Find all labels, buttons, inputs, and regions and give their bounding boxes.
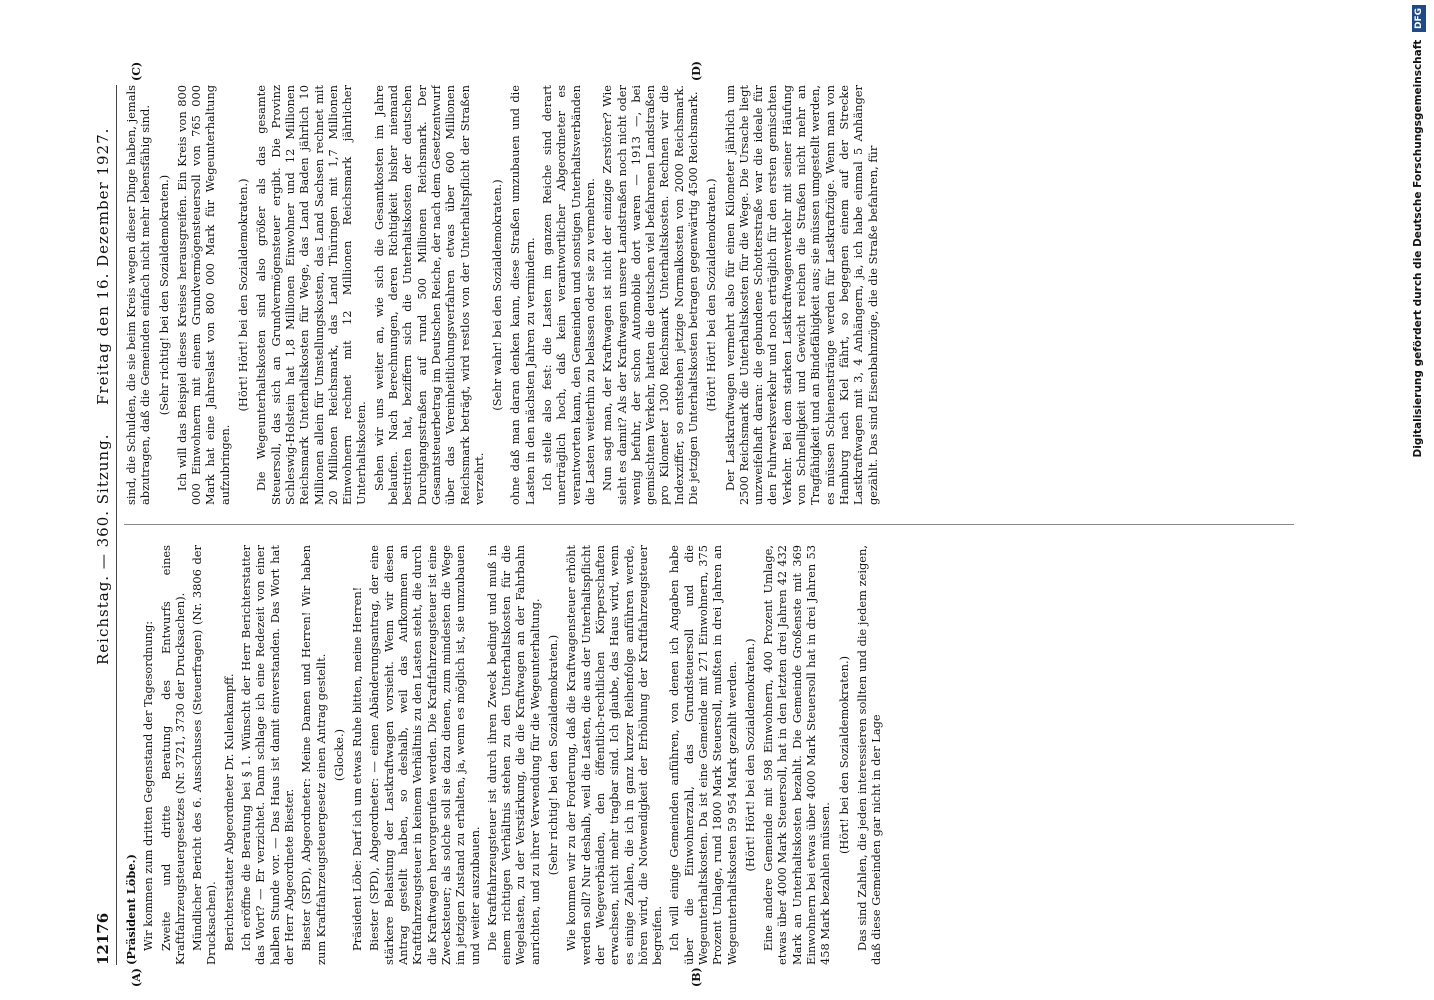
margin-marker-d: (D) [690, 61, 703, 81]
stamp-text: Digitalisierung gefördert durch die Deutsche Forschungsgemeinschaft [1412, 39, 1424, 458]
right-paragraph: Ich will das Beispiel dieses Kreises herausgreifen. Ein Kreis von 800 000 Einwohnern mit einem Grundvermögensteuersoll von 765 000 Mark hat eine Jahreslast von 800 000 Mark für Wegeunterhaltung aufzubringen. [174, 85, 232, 505]
right-interjection: (Hört! Hört! bei den Sozialdemokraten.) [236, 178, 251, 412]
right-paragraph: sind, die Schulden, die sie beim Kreis wegen dieser Dinge haben, jemals abzutragen, daß die Gemeinden einfach nicht mehr lebensfähig sind. [124, 85, 153, 505]
left-paragraph: Die Kraftfahrzeugsteuer ist durch ihren Zweck bedingt und muß in einem richtigen Verhältnis stehen zu den Unterhaltskosten für die Wegelasten, zu der Verstärkung, die die Kraftwagen an der Fahrbahn anrichten, und zu ihrer Verwendung für die Wegeunterhaltung. [484, 545, 542, 965]
left-paragraph: Wir kommen zum dritten Gegenstand der Tagesordnung: [141, 620, 156, 951]
left-interjection: (Hört! Hört! bei den Sozialdemokraten.) [742, 638, 757, 872]
right-interjection: (Sehr richtig! bei den Sozialdemokraten.) [156, 174, 171, 416]
left-paragraph: Mündlicher Bericht des 6. Ausschusses (Steuerfragen) (Nr. 3806 der Drucksachen). [190, 545, 219, 965]
right-column [124, 85, 1304, 505]
right-paragraph: Nun sagt man, der Kraftwagen ist nicht der einzige Zerstörer? Wie sieht es damit? Als der Kraftwagen unsere Landstraßen noch nicht oder wenig befuhr, der schon Automobile dort waren — 1913 —, bei gemischtem Verkehr, hatten die deutschen viel befahrenen Landstraßen pro Kilometer 1300 Reichsmark Unterhaltskosten. Rechnen wir die Indexziffer, so entstehen jetzige Normalkosten von 2000 Reichsmark. Die jetzigen Unterhaltskosten betragen gegenwärtig 4500 Reichsmark. [600, 85, 700, 505]
dfg-logo: DFG [1412, 5, 1426, 32]
margin-marker-c: (C) [130, 61, 143, 81]
margin-marker-b: (B) [690, 967, 703, 987]
left-paragraph: Eine andere Gemeinde mit 598 Einwohnern, 400 Prozent Umlage, etwas über 4000 Mark Steuersoll, hat in den letzten drei Jahren 42 432 Mark an Unterhaltskosten bezahlt. Die Gemeinde Großenste mit 369 Einwohnern bei etwas über 4000 Mark Steuersoll hat in drei Jahren 53 458 Mark bezahlen müssen. [761, 545, 833, 965]
left-paragraph: Ich eröffne die Beratung bei § 1. Wünscht der Herr Berichterstatter das Wort? — Er verzichtet. Dann schlage ich eine Redezeit von einer halben Stunde vor. — Das Haus ist damit einverstanden. Das Wort hat der Herr Abgeordnete Biester. [239, 545, 296, 965]
column-separator [124, 524, 1294, 525]
header-rule [116, 85, 117, 965]
left-paragraph: Das sind Zahlen, die jeden interessieren sollten und die jedem zeigen, daß diese Gemeinden gar nicht in der Lage [854, 545, 884, 965]
header-session: Reichstag. — 360. Sitzung. [94, 433, 112, 665]
header-date: Freitag den 16. Dezember 1927. [94, 127, 112, 405]
left-paragraph: Ich will einige Gemeinden anführen, von denen ich Angaben habe über die Einwohnerzahl, das Grundsteuersoll und die Wegeunterhaltskosten. Da ist eine Gemeinde mit 271 Einwohnern, 375 Prozent Umlage, rund 1800 Mark Steuersoll, mußten in drei Jahren an Wegeunterhaltskosten 59 954 Mark gezahlt werden. [667, 545, 739, 965]
digitization-stamp [1408, 5, 1428, 995]
right-paragraph: Sehen wir uns weiter an, wie sich die Gesamtkosten im Jahre belaufen. Nach Berechnungen, deren Richtigkeit bisher niemand bestritten hat, beziffern sich die Unterhaltskosten der deutschen Durchgangsstraßen auf rund 500 Millionen Reichsmark. Der Gesamtsteuerbetrag im Deutschen Reiche, der nach dem Gesetzentwurf über das Vereinheitlichungsverfahren etwas über 600 Millionen Reichsmark beträgt, wird restlos von der Unterhaltspflicht der Straßen verzehrt. [371, 85, 486, 505]
left-paragraph: (Präsident Löbe.) [124, 854, 138, 965]
right-paragraph: Der Lastkraftwagen vermehrt also für einen Kilometer jährlich um 2500 Reichsmark die Unterhaltskosten für die Wege. Die Ursache liegt unzweifelhaft daran: die gebundene Schotterstraße war die ideale für den Fuhrwerksverkehr und noch erträglich für den ersten gemischten Verkehr. Bei dem starken Lastkraftwagenverkehr mit seiner Häufung von Schnelligkeit und Gewicht reichen die Straßen nicht mehr an Tragfähigkeit und an Bindefähigkeit aus; sie müssen umgestellt werden, es müssen Schienenstränge werden für Lastkraftzüge. Wenn man von Hamburg nach Kiel fährt, so begegnen einem auf der Strecke Lastkraftwagen mit 3, 4 Anhängern, ja, ich habe einmal 5 Anhänger gezählt. Das sind Eisenbahnzüge, die die Straße befahren, für [722, 85, 880, 505]
right-paragraph: ohne daß man daran denken kann, diese Straßen umzubauen und die Lasten in den nächsten Jahren zu vermindern. [508, 85, 537, 505]
right-interjection: (Hört! Hört! bei den Sozialdemokraten.) [704, 178, 719, 412]
left-interjection: (Glocke.) [331, 728, 346, 782]
left-paragraph: Biester (SPD), Abgeordneter: Meine Damen und Herren! Wir haben zum Kraftfahrzeugsteuergesetz einen Antrag gestellt. [299, 545, 328, 965]
right-paragraph: Ich stelle also fest: die Lasten im ganzen Reiche sind derart unerträglich hoch, daß kein verantwortlicher Abgeordneter es verantworten kann, den Gemeinden und sonstigen Unterhaltsverbänden die Lasten weiterhin zu belassen oder sie zu vermehren. [540, 85, 597, 505]
left-column [124, 545, 1304, 965]
page-number: 12176 [94, 912, 112, 965]
left-interjection: (Hört! bei den Sozialdemokraten.) [836, 655, 851, 855]
left-paragraph: Berichterstatter Abgeordneter Dr. Kulenkampff. [221, 673, 236, 951]
right-interjection: (Sehr wahr! bei den Sozialdemokraten.) [490, 179, 505, 411]
right-paragraph: Die Wegeunterhaltskosten sind also größer als das gesamte Steuersoll, das sich an Grundvermögensteuer ergibt. Die Provinz Schleswig-Holstein hat 1,8 Millionen Einwohner und 12 Millionen Reichsmark Unterhaltskosten für Wege, das Land Baden jährlich 10 Millionen allein für Umstellungskosten, das Land Sachsen rechnet mit 20 Millionen Reichsmark, das Land Thüringen mit 1,7 Millionen Einwohnern rechnet mit 12 Millionen Reichsmark jährlicher Unterhaltskosten. [254, 85, 369, 505]
left-interjection: (Sehr richtig! bei den Sozialdemokraten.) [546, 634, 561, 876]
rotated-page [90, 61, 1320, 987]
left-paragraph: Zweite und dritte Beratung des Entwurfs eines Kraftfahrzeugsteuergesetzes (Nr. 3721, 3730 der Drucksachen). [158, 545, 187, 965]
margin-marker-a: (A) [130, 968, 143, 987]
left-paragraph: Präsident Löbe: Darf ich um etwas Ruhe bitten, meine Herren! [350, 586, 365, 951]
left-paragraph: Wie kommen wir zu der Forderung, daß die Kraftwagensteuer erhöht werden soll? Nur deshalb, weil die Lasten, die aus der Unterhaltspflicht der Wegeverbänden, den öffentlich-rechtlichen Körperschaften erwachsen, nicht mehr tragbar sind. Ich glaube, das Haus wird, wenn es einige Zahlen, die ich in ganz kurzer Reihenfolge anführen werde, hören wird, die Notwendigkeit der Erhöhung der Kraftfahrzeugsteuer begreifen. [564, 545, 665, 965]
left-paragraph: Biester (SPD), Abgeordneter: — einen Abänderungsantrag, der eine stärkere Belastung der Lastkraftwagen vorsieht. Wenn wir diesen Antrag gestellt haben, so deshalb, weil das Aufkommen an Kraftfahrzeugsteuer in keinem Verhältnis zu den Lasten steht, die durch die Kraftwagen hervorgerufen werden. Die Kraftfahrzeugsteuer ist eine Zwecksteuer; als solche soll sie dazu dienen, zum mindesten die Wege im jetzigen Zustand zu erhalten, ja, wenn es möglich ist, sie umzubauen und weiter auszubauen. [367, 545, 482, 965]
